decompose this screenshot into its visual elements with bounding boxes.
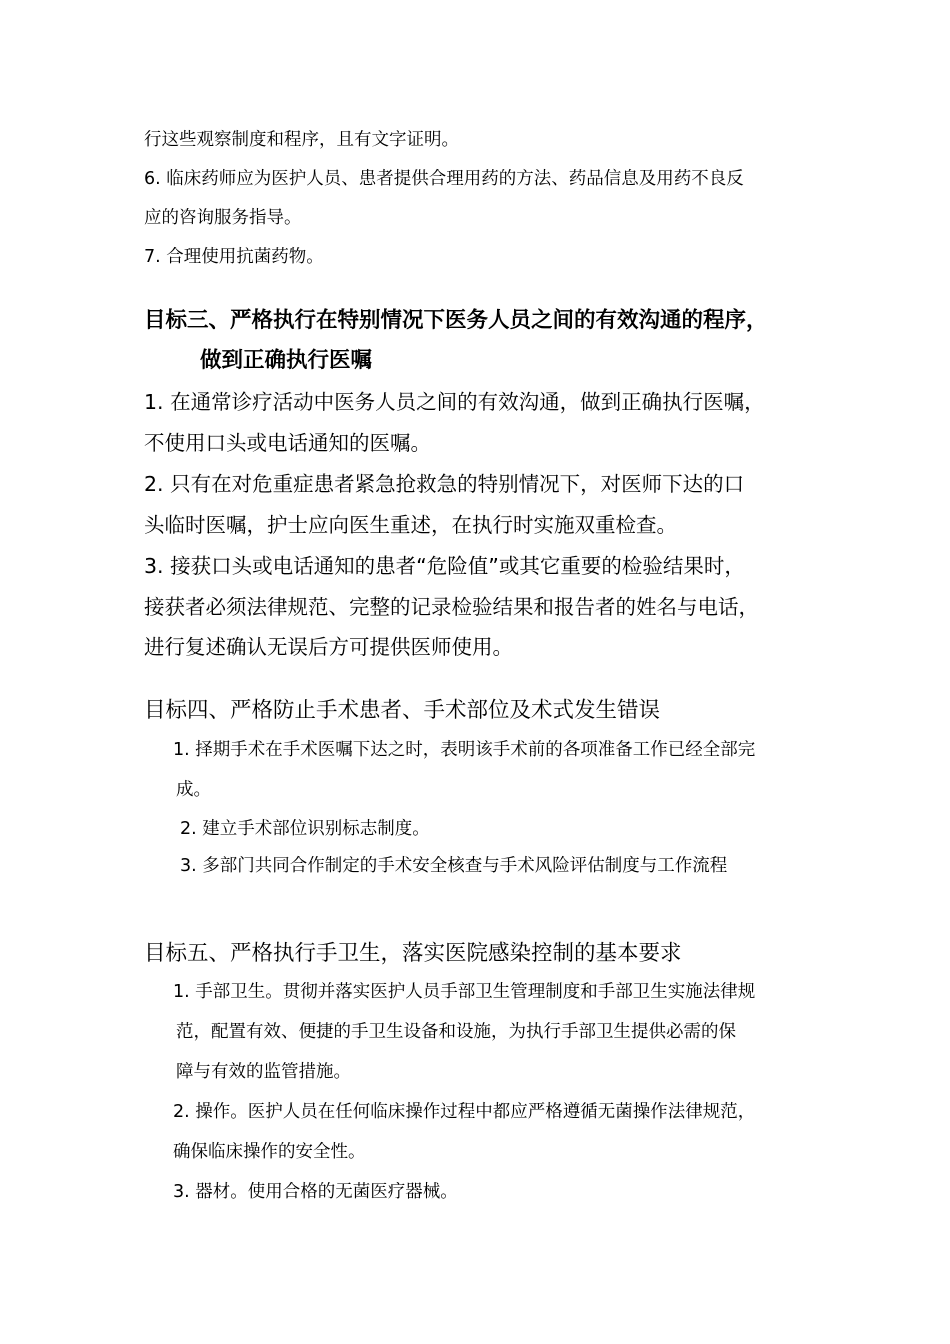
section-heading: 目标三、严格执行在特别情况下医务人员之间的有效沟通的程序， [144,308,768,333]
text-line: 确保临床操作的安全性。 [173,1142,366,1162]
text-line: 2. 建立手术部位识别标志制度。 [180,819,430,839]
section-heading-cont: 做到正确执行医嘱 [200,348,373,373]
text-line: 不使用口头或电话通知的医嘱。 [144,431,431,455]
text-line: 1. 手部卫生。贯彻并落实医护人员手部卫生管理制度和手部卫生实施法律规 [173,982,756,1002]
text-line: 7. 合理使用抗菌药物。 [144,247,324,267]
section-heading: 目标四、严格防止手术患者、手术部位及术式发生错误 [144,698,661,723]
text-line: 范，配置有效、便捷的手卫生设备和设施，为执行手部卫生提供必需的保 [176,1022,736,1042]
text-line: 接获者必须法律规范、完整的记录检验结果和报告者的姓名与电话， [144,595,759,619]
text-line: 3. 器材。使用合格的无菌医疗器械。 [173,1182,458,1202]
text-line: 6. 临床药师应为医护人员、患者提供合理用药的方法、药品信息及用药不良反 [144,169,744,189]
text-line: 成。 [176,780,211,800]
text-line: 进行复述确认无误后方可提供医师使用。 [144,635,513,659]
text-line: 2. 只有在对危重症患者紧急抢救急的特别情况下，对医师下达的口 [144,472,745,496]
text-line: 3. 多部门共同合作制定的手术安全核查与手术风险评估制度与工作流程 [180,856,728,876]
text-line: 障与有效的监管措施。 [176,1062,351,1082]
text-line: 3. 接获口头或电话通知的患者“危险值”或其它重要的检验结果时， [144,554,745,578]
section-heading: 目标五、严格执行手卫生，落实医院感染控制的基本要求 [144,941,682,966]
text-line: 1. 在通常诊疗活动中医务人员之间的有效沟通，做到正确执行医嘱， [144,390,765,414]
text-line: 头临时医嘱，护士应向医生重述，在执行时实施双重检查。 [144,513,677,537]
text-line: 2. 操作。医护人员在任何临床操作过程中都应严格遵循无菌操作法律规范， [173,1102,756,1122]
text-line: 应的咨询服务指导。 [144,208,302,228]
text-line: 行这些观察制度和程序，且有文字证明。 [144,130,459,150]
text-line: 1. 择期手术在手术医嘱下达之时，表明该手术前的各项准备工作已经全部完 [173,740,756,760]
